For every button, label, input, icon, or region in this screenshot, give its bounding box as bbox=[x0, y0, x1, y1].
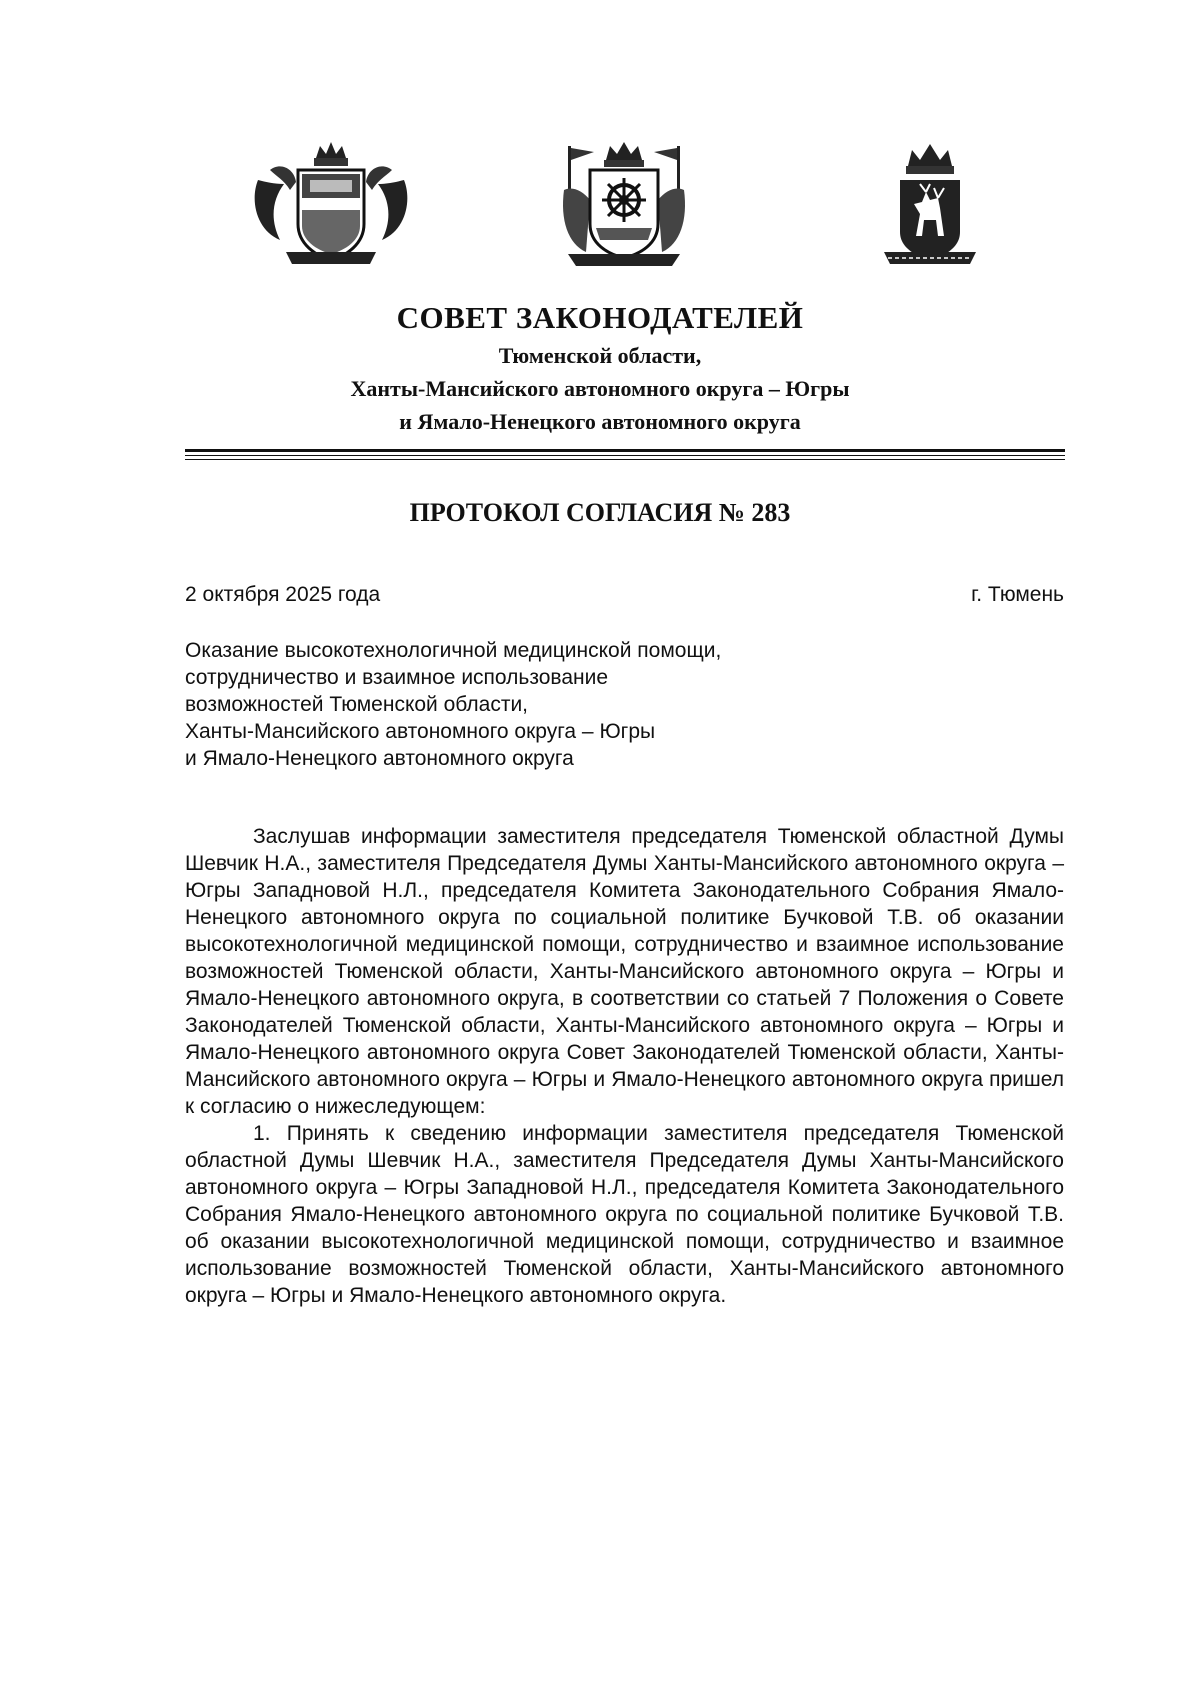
document-place: г. Тюмень bbox=[971, 583, 1064, 606]
yanao-coat-of-arms-icon bbox=[878, 140, 982, 272]
tyumen-coat-of-arms-icon bbox=[250, 140, 412, 270]
header-divider-thin bbox=[185, 455, 1065, 456]
document-date: 2 октября 2025 года bbox=[185, 583, 381, 606]
document-subject bbox=[185, 637, 825, 772]
header-divider-thin bbox=[185, 459, 1065, 460]
region-line-3: и Ямало-Ненецкого автономного округа bbox=[399, 409, 801, 434]
region-line-1: Тюменской области, bbox=[498, 343, 702, 368]
region-line-2: Ханты-Мансийского автономного округа – Югры bbox=[350, 376, 850, 401]
subject-line: Ханты-Мансийского автономного округа – Югры bbox=[185, 720, 656, 743]
body-paragraph-preamble: Заслушав информации заместителя председателя Тюменской областной Думы Шевчик Н.А., заместителя Председателя Думы Ханты-Мансийского автономного округа – Югры Западновой Н.Л., председателя Комитета Законодательного Собрания Ямало-Ненецкого автономного округа по социальной политике Бучковой Т.В. об оказании высокотехнологичной медицинской помощи, сотрудничество и взаимное использование возможностей Тюменской области, Ханты-Мансийского автономного округа – Югры и Ямало-Ненецкого автономного округа, в соответствии со статьей 7 Положения о Совете Законодателей Тюменской области, Ханты-Мансийского автономного округа – Югры и Ямало-Ненецкого автономного округа Совет Законодателей Тюменской области, Ханты-Мансийского автономного округа – Югры и Ямало-Ненецкого автономного округа пришел к согласию о нижеследующем: bbox=[185, 825, 1064, 1118]
subject-line: сотрудничество и взаимное использование bbox=[185, 666, 609, 689]
document-body bbox=[185, 823, 1064, 1309]
khmao-coat-of-arms-icon bbox=[560, 140, 688, 270]
body-paragraph-item-1: 1. Принять к сведению информации заместителя председателя Тюменской областной Думы Шевчик Н.А., заместителя Председателя Думы Ханты-Мансийского автономного округа – Югры Западновой Н.Л., председателя Комитета Законодательного Собрания Ямало-Ненецкого автономного округа по социальной политике Бучковой Т.В. об оказании высокотехнологичной медицинской помощи, сотрудничество и взаимное использование возможностей Тюменской области, Ханты-Мансийского автономного округа – Югры и Ямало-Ненецкого автономного округа. bbox=[185, 1122, 1064, 1307]
subject-line: Оказание высокотехнологичной медицинской помощи, bbox=[185, 639, 722, 662]
subject-line: и Ямало-Ненецкого автономного округа bbox=[185, 747, 574, 770]
header-divider-thick bbox=[185, 449, 1065, 452]
subject-line: возможностей Тюменской области, bbox=[185, 693, 529, 716]
document-title: ПРОТОКОЛ СОГЛАСИЯ № 283 bbox=[409, 498, 791, 527]
organization-title: СОВЕТ ЗАКОНОДАТЕЛЕЙ bbox=[396, 300, 804, 335]
